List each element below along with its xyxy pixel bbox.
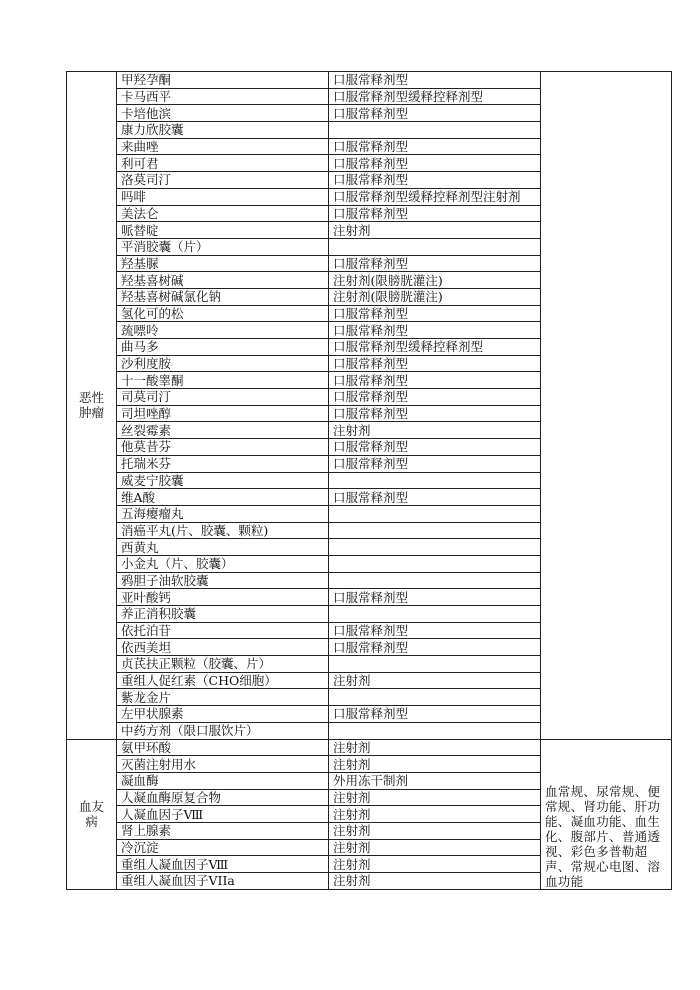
drug-name-cell: 依西美坦	[117, 639, 329, 656]
drug-name-cell: 人凝血因子Ⅷ	[117, 806, 329, 823]
drug-name-cell: 中药方剂（限口服饮片）	[117, 722, 329, 739]
dosage-form-cell: 注射剂	[329, 856, 541, 873]
drug-name-cell: 平消胶囊（片）	[117, 238, 329, 255]
drug-name-cell: 小金丸（片、胶囊）	[117, 555, 329, 572]
drug-name-cell: 巯嘌呤	[117, 322, 329, 339]
drug-name-cell: 亚叶酸钙	[117, 589, 329, 606]
disease-name-cell: 恶性肿瘤	[67, 72, 117, 740]
drug-name-cell: 托瑞米芬	[117, 455, 329, 472]
exam-items-cell: 血常规、尿常规、便常规、肾功能、肝功能、凝血功能、血生化、腹部片、普通透视、彩色多普勒超声、常规心电图、溶血功能	[541, 739, 672, 889]
drug-name-cell: 消癌平丸(片、胶囊、颗粒)	[117, 522, 329, 539]
drug-name-cell: 贞芪扶正颗粒（胶囊、片）	[117, 656, 329, 673]
drug-name-cell: 他莫昔芬	[117, 439, 329, 456]
drug-name-cell: 五海瘿瘤丸	[117, 505, 329, 522]
dosage-form-cell: 口服常释剂型	[329, 639, 541, 656]
dosage-form-cell: 注射剂	[329, 839, 541, 856]
table-row	[67, 72, 672, 89]
dosage-form-cell	[329, 122, 541, 139]
drug-name-cell: 氨甲环酸	[117, 739, 329, 756]
dosage-form-cell	[329, 522, 541, 539]
drug-name-cell: 吗啡	[117, 188, 329, 205]
dosage-form-cell: 口服常释剂型	[329, 489, 541, 506]
dosage-form-cell: 口服常释剂型	[329, 405, 541, 422]
drug-name-cell: 来曲唑	[117, 138, 329, 155]
drug-name-cell: 丝裂霉素	[117, 422, 329, 439]
dosage-form-cell: 口服常释剂型	[329, 72, 541, 89]
dosage-form-cell	[329, 539, 541, 556]
drug-table	[66, 71, 672, 890]
drug-name-cell: 冷沉淀	[117, 839, 329, 856]
dosage-form-cell: 注射剂	[329, 756, 541, 773]
drug-name-cell: 司坦唑醇	[117, 405, 329, 422]
drug-name-cell: 十一酸睾酮	[117, 372, 329, 389]
dosage-form-cell	[329, 472, 541, 489]
dosage-form-cell: 注射剂	[329, 789, 541, 806]
drug-name-cell: 曲马多	[117, 339, 329, 356]
dosage-form-cell: 口服常释剂型	[329, 205, 541, 222]
dosage-form-cell: 口服常释剂型	[329, 372, 541, 389]
drug-name-cell: 凝血酶	[117, 772, 329, 789]
dosage-form-cell: 口服常释剂型	[329, 622, 541, 639]
dosage-form-cell	[329, 689, 541, 706]
drug-name-cell: 养正消积胶囊	[117, 606, 329, 623]
dosage-form-cell: 口服常释剂型	[329, 305, 541, 322]
drug-name-cell: 人凝血酶原复合物	[117, 789, 329, 806]
dosage-form-cell	[329, 505, 541, 522]
disease-name-cell: 血友病	[67, 739, 117, 889]
dosage-form-cell: 口服常释剂型	[329, 355, 541, 372]
dosage-form-cell: 口服常释剂型缓释控释剂型	[329, 339, 541, 356]
drug-name-cell: 羟基喜树碱	[117, 272, 329, 289]
drug-name-cell: 紫龙金片	[117, 689, 329, 706]
dosage-form-cell: 口服常释剂型	[329, 105, 541, 122]
drug-name-cell: 美法仑	[117, 205, 329, 222]
table-row	[67, 739, 672, 756]
dosage-form-cell: 口服常释剂型缓释控释剂型	[329, 88, 541, 105]
dosage-form-cell: 注射剂	[329, 422, 541, 439]
drug-name-cell: 甲羟孕酮	[117, 72, 329, 89]
dosage-form-cell: 口服常释剂型	[329, 439, 541, 456]
dosage-form-cell: 口服常释剂型缓释控释剂型注射剂	[329, 188, 541, 205]
dosage-form-cell: 注射剂	[329, 739, 541, 756]
drug-name-cell: 肾上腺素	[117, 822, 329, 839]
drug-name-cell: 羟基脲	[117, 255, 329, 272]
drug-name-cell: 威麦宁胶囊	[117, 472, 329, 489]
drug-name-cell: 哌替啶	[117, 222, 329, 239]
dosage-form-cell: 注射剂	[329, 222, 541, 239]
dosage-form-cell: 注射剂(限膀胱灌注)	[329, 272, 541, 289]
dosage-form-cell: 口服常释剂型	[329, 706, 541, 723]
dosage-form-cell: 口服常释剂型	[329, 322, 541, 339]
drug-name-cell: 依托泊苷	[117, 622, 329, 639]
dosage-form-cell: 注射剂	[329, 873, 541, 890]
dosage-form-cell: 口服常释剂型	[329, 389, 541, 406]
drug-name-cell: 洛莫司汀	[117, 172, 329, 189]
drug-name-cell: 沙利度胺	[117, 355, 329, 372]
dosage-form-cell: 口服常释剂型	[329, 589, 541, 606]
drug-name-cell: 卡马西平	[117, 88, 329, 105]
drug-name-cell: 左甲状腺素	[117, 706, 329, 723]
drug-name-cell: 卡培他滨	[117, 105, 329, 122]
drug-name-cell: 司莫司汀	[117, 389, 329, 406]
dosage-form-cell	[329, 555, 541, 572]
dosage-form-cell: 口服常释剂型	[329, 172, 541, 189]
dosage-form-cell: 口服常释剂型	[329, 455, 541, 472]
drug-name-cell: 羟基喜树碱氯化钠	[117, 288, 329, 305]
drug-name-cell: 氢化可的松	[117, 305, 329, 322]
drug-name-cell: 重组人凝血因子Ⅷ	[117, 856, 329, 873]
dosage-form-cell: 口服常释剂型	[329, 155, 541, 172]
dosage-form-cell	[329, 238, 541, 255]
drug-table-body	[67, 72, 672, 890]
drug-name-cell: 西黄丸	[117, 539, 329, 556]
dosage-form-cell: 注射剂	[329, 822, 541, 839]
drug-name-cell: 重组人促红素（CHO细胞）	[117, 672, 329, 689]
drug-name-cell: 利可君	[117, 155, 329, 172]
dosage-form-cell: 注射剂	[329, 806, 541, 823]
drug-name-cell: 重组人凝血因子VIIa	[117, 873, 329, 890]
dosage-form-cell: 注射剂(限膀胱灌注)	[329, 288, 541, 305]
exam-items-cell	[541, 72, 672, 740]
dosage-form-cell: 注射剂	[329, 672, 541, 689]
drug-name-cell: 灭菌注射用水	[117, 756, 329, 773]
drug-name-cell: 康力欣胶囊	[117, 122, 329, 139]
dosage-form-cell: 口服常释剂型	[329, 138, 541, 155]
drug-name-cell: 鸦胆子油软胶囊	[117, 572, 329, 589]
dosage-form-cell: 外用冻干制剂	[329, 772, 541, 789]
dosage-form-cell	[329, 606, 541, 623]
dosage-form-cell	[329, 656, 541, 673]
dosage-form-cell	[329, 572, 541, 589]
drug-name-cell: 维A酸	[117, 489, 329, 506]
dosage-form-cell: 口服常释剂型	[329, 255, 541, 272]
dosage-form-cell	[329, 722, 541, 739]
